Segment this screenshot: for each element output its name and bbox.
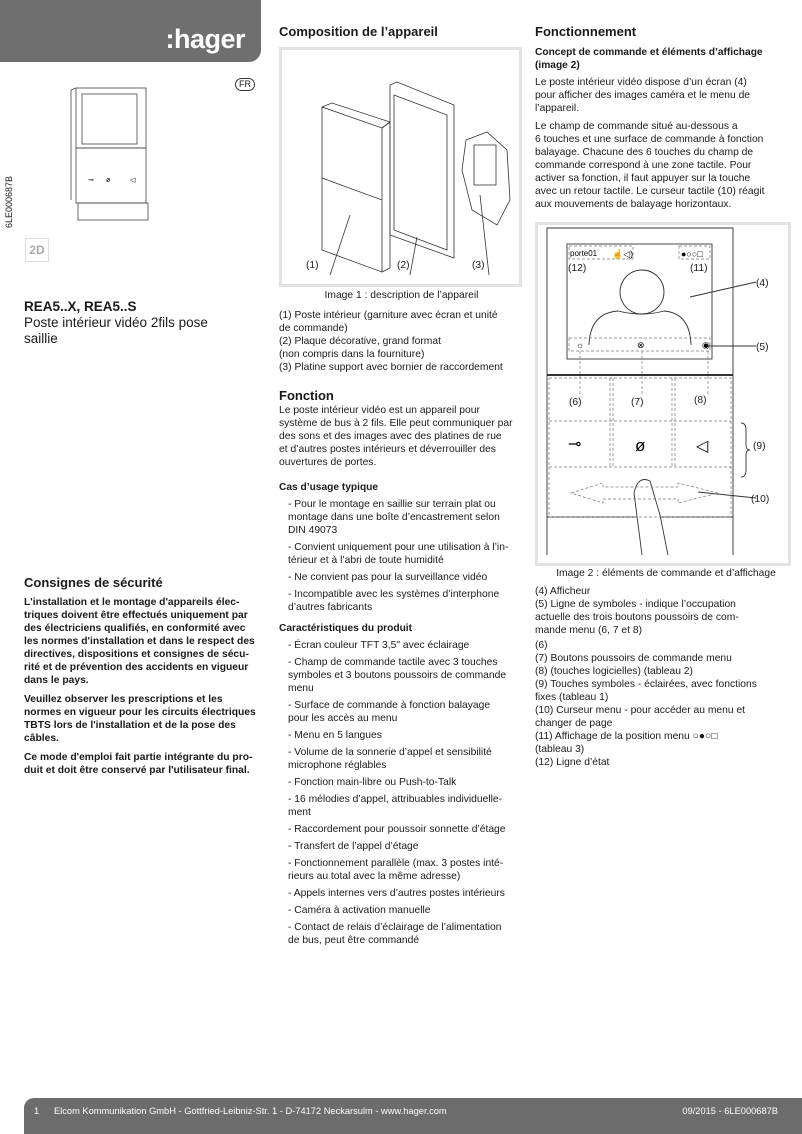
figure-1-caption: Image 1 : description de l’appareil (324, 290, 479, 301)
figure-label: (8) (694, 395, 707, 406)
legend-item: (10) Curseur menu - pour accéder au menu et changer de page (535, 705, 746, 729)
page-number: 1 (34, 1106, 40, 1116)
product-title (24, 299, 208, 347)
feature-item: - Menu en 5 langues (288, 730, 382, 741)
footer-address: Elcom Kommunikation GmbH - Gottfried-Leibniz-Str. 1 - D-74172 Neckarsulm - www.hager.com (54, 1106, 447, 1116)
fonctionnement-section (535, 24, 797, 211)
figure-label: (10) (751, 494, 770, 505)
usage-item: - Incompatible avec les systèmes d’interphone d’autres fabricants (288, 589, 500, 613)
mute-bell-icon: ø (635, 436, 646, 455)
cancel-icon: ⊗ (637, 340, 645, 350)
fonction-title: Fonction (279, 388, 334, 403)
figure-label: (4) (756, 278, 769, 289)
product-ref: REA5..X, REA5..S (24, 299, 137, 314)
footer-ref: 09/2015 - 6LE000687B (682, 1106, 778, 1116)
light-icon: ☼ (576, 340, 585, 350)
safety-paragraph: L'installation et le montage d'appareils élec- triques doivent être effectués uniquement par des électriciens qualifiés, en conformité avec les normes d'installation et dans le respect des directives, dispositions et consignes de sécu- rité et de prévention des accidents en vigueur dans le pays. (24, 597, 255, 686)
figure-label: (1) (306, 260, 319, 271)
header-band (0, 0, 261, 62)
menu-position-indicator: ●○○□ (681, 249, 703, 259)
fonctionnement-title: Fonctionnement (535, 24, 637, 39)
product-name: Poste intérieur vidéo 2fils pose saillie (24, 315, 208, 346)
feature-item: - Fonctionnement parallèle (max. 3 postes inté- rieurs au total avec la même adresse) (288, 858, 504, 882)
legend-item: (6) (7) Boutons poussoirs de commande menu (8) (touches logicielles) (tableau 2) (535, 640, 732, 677)
language-badge: FR (235, 78, 255, 91)
legend-item: (9) Touches symboles - éclairées, avec fonctions fixes (tableau 1) (535, 679, 757, 703)
features-title: Caractéristiques du produit (279, 623, 413, 634)
usage-item: - Ne convient pas pour la surveillance vidéo (288, 572, 488, 583)
feature-item: - Écran couleur TFT 3,5" avec éclairage (288, 640, 470, 651)
feature-item: - Surface de commande à fonction balayage pour les accès au menu (288, 700, 491, 724)
status-line-text: porte01 (570, 249, 598, 258)
hager-logo: :hager (165, 24, 245, 54)
footer-bar (24, 1098, 802, 1134)
legend-item: (11) Affichage de la position menu ○●○□ (tableau 3) (535, 731, 718, 755)
2d-badge: 2D (25, 238, 49, 262)
svg-text:ø: ø (106, 177, 111, 184)
figure-2 (535, 222, 791, 566)
figure-label: (3) (472, 260, 485, 271)
safety-section (24, 575, 264, 777)
eye-icon: ◉ (702, 340, 710, 350)
control-elements-drawing (538, 225, 788, 563)
safety-paragraph: Veuillez observer les prescriptions et les normes en vigueur pour les circuits électriques TBTS lors de l'installation et de la pose des câbles. (24, 694, 256, 744)
device-illustration (68, 80, 152, 225)
composition-title: Composition de l’appareil (279, 24, 438, 39)
usage-title: Cas d’usage typique (279, 482, 379, 493)
safety-paragraph: Ce mode d'emploi fait partie intégrante du pro- duit et doit être conservé par l'utilisateur final. (24, 752, 253, 776)
figure-2-caption: Image 2 : éléments de commande et d’affichage (556, 568, 776, 579)
figure-label: (5) (756, 342, 769, 353)
feature-item: - Raccordement pour poussoir sonnette d’étage (288, 824, 506, 835)
feature-item: - 16 mélodies d’appel, attribuables individuelle- ment (288, 794, 503, 818)
feature-item: - Appels internes vers d’autres postes intérieurs (288, 888, 505, 899)
figure-label: (2) (397, 260, 410, 271)
svg-text:⊸: ⊸ (88, 177, 94, 184)
figure-label: (9) (753, 441, 766, 452)
feature-item: - Fonction main-libre ou Push-to-Talk (288, 777, 457, 788)
concept-paragraph: Le champ de commande situé au-dessous a 6 touches et une surface de commande à fonction balayage. Chacune des 6 touches du champ de commande correspond à une zone tactile. Pour activer sa fonction, il faut appuyer sur la touche avec un retour tactile. Le curseur tactile (10) réagit aux mouvements de balayage horizontaux. (535, 121, 765, 210)
usage-item: - Convient uniquement pour une utilisation à l’in- térieur et à l’abri de toute humidité (288, 542, 509, 566)
feature-item: - Transfert de l’appel d’étage (288, 841, 419, 852)
composition-item: (3) Platine support avec bornier de raccordement (279, 362, 503, 373)
composition-item: (2) Plaque décorative, grand format (non compris dans la fourniture) (279, 336, 441, 360)
figure-label: (11) (690, 263, 708, 274)
exploded-device-drawing (282, 50, 519, 284)
figure-label: (7) (631, 397, 644, 408)
feature-item: - Contact de relais d’éclairage de l’alimentation de bus, peut être commandé (288, 922, 502, 946)
composition-section (279, 24, 524, 951)
concept-paragraph: Le poste intérieur vidéo dispose d’un écran (4) pour afficher des images caméra et le menu de l’appareil. (535, 77, 751, 114)
svg-text:◁: ◁ (130, 177, 136, 184)
figure-label: (12) (568, 263, 587, 274)
key-icon: ⊸ (568, 436, 582, 453)
usage-list (279, 498, 524, 614)
legend-item: (5) Ligne de symboles - indique l’occupation actuelle des trois boutons poussoirs de com- mande menu (6, 7 et 8) (535, 599, 739, 636)
figure-1 (279, 47, 522, 287)
features-list (279, 639, 524, 947)
concept-subtitle: Concept de commande et éléments d’affichage (image 2) (535, 47, 763, 71)
fonctionnement-legend (535, 568, 797, 769)
fonction-text: Le poste intérieur vidéo est un appareil pour système de bus à 2 fils. Elle peut communiquer par des sons et des images avec des platines de rue et d’autres postes intérieurs et déverrouiller des ouvertures de portes. (279, 405, 513, 468)
usage-item: - Pour le montage en saillie sur terrain plat ou montage dans une boîte d’encastrement selon DIN 49073 (288, 499, 500, 536)
legend-item: (12) Ligne d’état (535, 757, 610, 768)
legend-item: (4) Afficheur (535, 586, 591, 597)
composition-item: (1) Poste intérieur (garniture avec écran et unité de commande) (279, 310, 498, 334)
feature-item: - Volume de la sonnerie d’appel et sensibilité microphone réglables (288, 747, 492, 771)
safety-title: Consignes de sécurité (24, 575, 163, 590)
figure-label: (6) (569, 397, 582, 408)
svg-text:☝◁): ☝◁) (612, 249, 634, 259)
document-code: 6LE000687B (4, 175, 14, 228)
feature-item: - Champ de commande tactile avec 3 touches symboles et 3 boutons poussoirs de commande menu (288, 657, 507, 694)
speaker-icon: ◁ (696, 438, 709, 455)
feature-item: - Caméra à activation manuelle (288, 905, 431, 916)
